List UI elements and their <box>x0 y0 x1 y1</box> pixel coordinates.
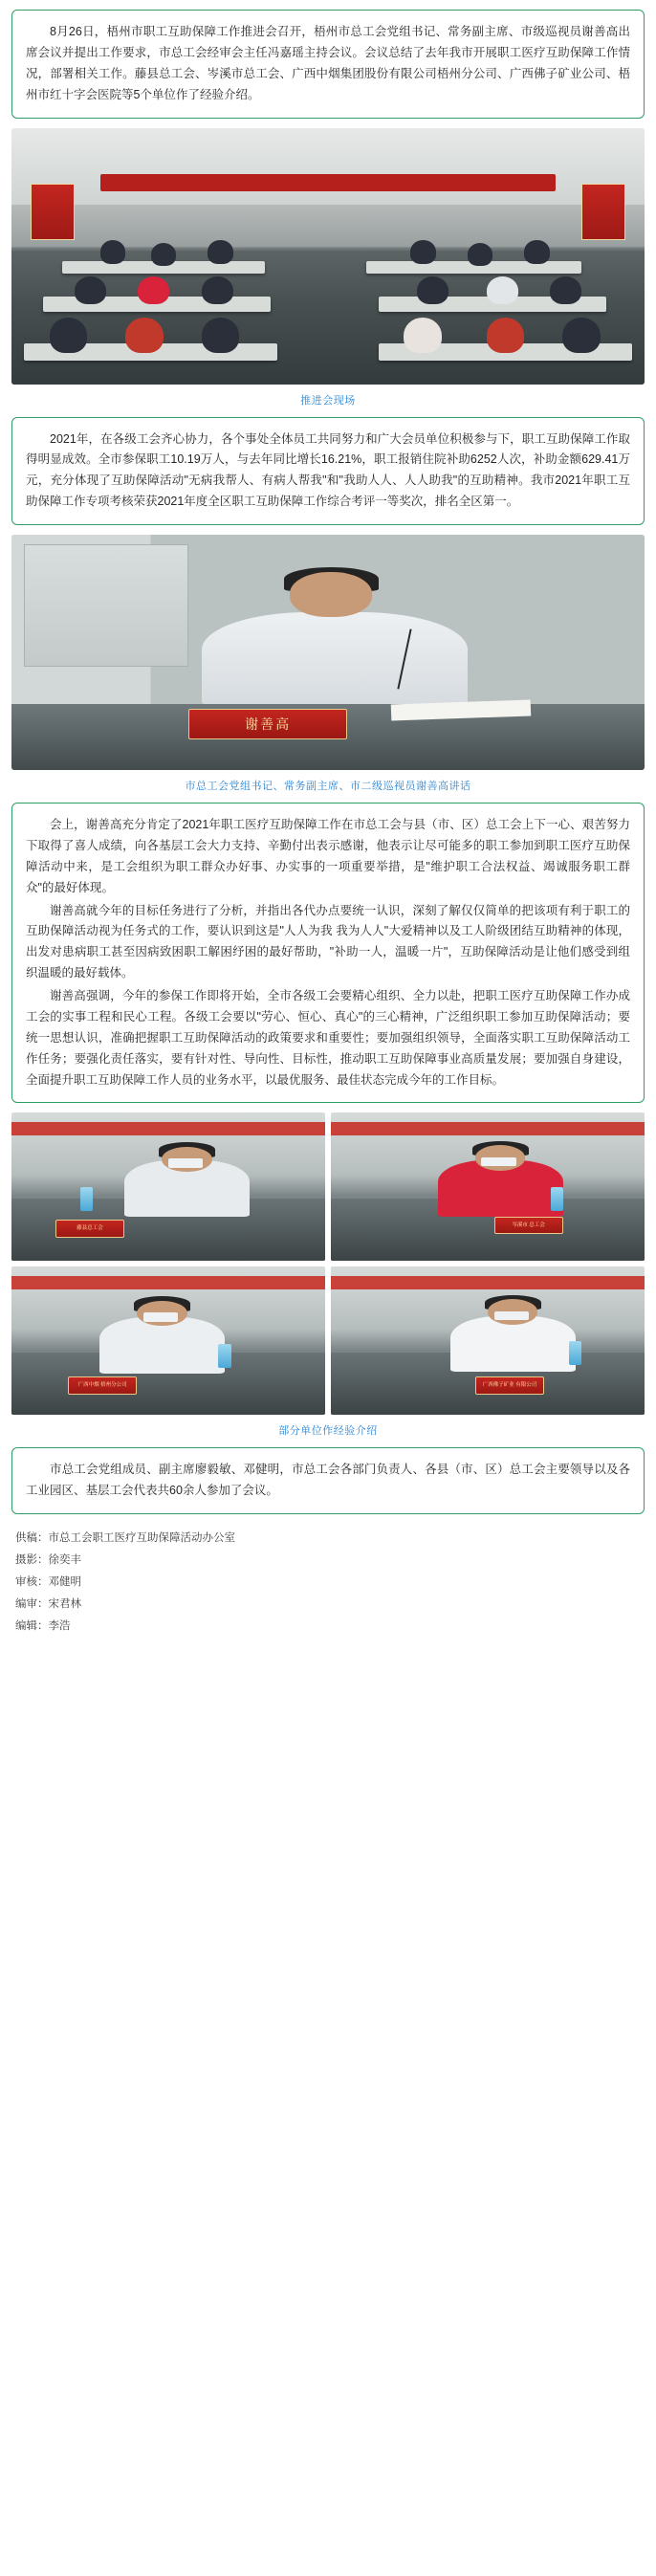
paragraph-speech-3: 谢善高强调，今年的参保工作即将开始，全市各级工会要精心组织、全力以赴，把职工医疗互助保障工作办成工会的实事工程和民心工程。各级工会要以"劳心、恒心、真心"的三心精神，广泛组织职工参加互助保障活动；要统一思想认识，准确把握职工互助保障活动的政策要求和重要性；要加强组织领导，全面落实职工互助保障活动工作任务；要强化责任落实，要有针对性、导向性、目标性，推动职工互助保障事业高质量发展；要加强自身建设，全面提升职工互助保障工作人员的业务水平，以最优服务、最佳状态完成今年的工作目标。 <box>26 989 630 1087</box>
hall-red-panel-right <box>581 184 625 240</box>
grid-photo-4 <box>331 1266 645 1415</box>
photo-banner <box>331 1276 645 1289</box>
credit-reviewer: 审核：邓健明 <box>15 1576 81 1589</box>
paragraph-attendees: 市总工会党组成员、副主席廖毅敏、邓健明，市总工会各部门负责人、各县（市、区）总工会主要领导以及各工业园区、基层工会代表共60余人参加了会议。 <box>26 1463 630 1498</box>
speaker-wall-panel <box>24 544 188 667</box>
speaker-torso <box>202 612 468 706</box>
speaker-face <box>290 572 372 617</box>
credit-photographer: 摄影：徐奕丰 <box>15 1554 81 1567</box>
face-mask <box>143 1312 178 1321</box>
photo-banner <box>11 1276 325 1289</box>
grid-photo-1 <box>11 1112 325 1261</box>
hall-attendee <box>138 276 169 304</box>
credit-contributor: 供稿：市总工会职工医疗互助保障活动办公室 <box>15 1532 235 1545</box>
grid-nameplate-3: 广西中烟 梧州分公司 <box>68 1376 137 1395</box>
hall-red-banner <box>100 174 557 192</box>
paragraph-speech-2: 谢善高就今年的目标任务进行了分析，并指出各代办点要统一认识，深刻了解仅仅简单的把该项有利于职工的互助保障活动视为任务式的工作，要认识到这是"人人为我 我为人人"大爱精神以及工人阶级团结互助精神的体现，出发对患病职工甚至因病致困职工解困纾困的最好帮助，"补助一人，温暖一片"，互助保障活动是让他们感受到组织温暖的最好载体。 <box>26 903 630 980</box>
speaker-nameplate: 谢善高 <box>188 709 347 739</box>
grid-photo-2 <box>331 1112 645 1261</box>
water-bottle <box>551 1187 563 1211</box>
water-bottle <box>80 1187 93 1211</box>
photo-banner <box>11 1122 325 1135</box>
hall-attendee <box>550 276 581 304</box>
paragraph-achievements: 2021年，在各级工会齐心协力，各个事处全体员工共同努力和广大会员单位积极参与下，职工互助保障工作取得明显成效。全市参保职工10.19万人，与去年同比增长16.21%，职工报销住院补助6252人次，补助金额629.41万元，充分体现了互助保障活动"无病我帮人、有病人帮我"和"我助人人、人人助我"的互助精神。我市2021年职工互助保障工作专项考核荣获2021年度全区职工互助保障工作综合考评一等奖次，排名全区第一。 <box>26 431 630 509</box>
grid-nameplate-1: 藤县总工会 <box>55 1220 124 1238</box>
hall-attendee <box>202 276 233 304</box>
face-mask <box>481 1157 515 1166</box>
meeting-hall-photo-wrap <box>11 128 645 407</box>
caption-experience-grid: 部分单位作经验介绍 <box>278 1425 378 1438</box>
hall-attendee <box>125 318 164 354</box>
meeting-hall-photo <box>11 128 645 385</box>
credit-editor: 编辑：李浩 <box>15 1620 71 1633</box>
speaker-photo-wrap <box>11 535 645 793</box>
paragraph-speech-1: 会上，谢善高充分肯定了2021年职工医疗互助保障工作在市总工会与县（市、区）总工会上下一心、艰苦努力下取得了喜人成绩，向各基层工会大力支持、辛勤付出表示感谢，他表示让尽可能多的职工参加到职工医疗互助保障活动中来，是工会组织为职工群众办好事、办实事的一项重要举措，是"维护职工合法权益、竭诚服务职工群众"的最好体现。 <box>26 818 630 894</box>
credits-block <box>15 1528 641 1638</box>
grid-nameplate-2: 岑溪市 总工会 <box>494 1217 563 1235</box>
hall-attendee <box>410 240 435 263</box>
hall-attendee <box>417 276 448 304</box>
experience-photo-grid <box>11 1112 645 1415</box>
hall-attendee <box>468 243 492 266</box>
water-bottle <box>218 1344 230 1368</box>
credit-editor-in-chief: 编审：宋君林 <box>15 1598 81 1611</box>
hall-attendee <box>487 318 525 354</box>
caption-speaker: 市总工会党组书记、常务副主席、市二级巡视员谢善高讲话 <box>185 781 471 792</box>
face-mask <box>494 1311 529 1320</box>
caption-meeting-hall: 推进会现场 <box>300 394 356 407</box>
intro-text-block <box>11 10 645 119</box>
article-page <box>0 10 656 1657</box>
hall-attendee <box>75 276 106 304</box>
hall-attendee <box>208 240 232 263</box>
hall-attendee <box>524 240 549 263</box>
hall-attendee <box>202 318 240 354</box>
water-bottle <box>569 1341 581 1365</box>
speaker-photo <box>11 535 645 770</box>
hall-attendee <box>100 240 125 263</box>
attendees-text-block <box>11 1447 645 1514</box>
hall-attendee <box>50 318 88 354</box>
grid-nameplate-4: 广西佛子矿业 有限公司 <box>475 1376 544 1395</box>
face-mask <box>168 1158 203 1167</box>
grid-photo-3 <box>11 1266 325 1415</box>
hall-attendee <box>487 276 518 304</box>
speech-text-block <box>11 803 645 1103</box>
hall-attendee <box>151 243 176 266</box>
hall-attendee <box>562 318 601 354</box>
hall-back-wall <box>11 128 645 205</box>
hall-attendee <box>404 318 442 354</box>
paragraph-intro: 8月26日，梧州市职工互助保障工作推进会召开，梧州市总工会党组书记、常务副主席、市级巡视员谢善高出席会议并提出工作要求，市总工会经审会主任冯嘉瑶主持会议。会议总结了去年我市开展职工医疗互助保障工作情况，部署相关工作。藤县总工会、岑溪市总工会、广西中烟集团股份有限公司梧州分公司、广西佛子矿业公司、梧州市红十字会医院等5个单位作了经验介绍。 <box>26 25 630 101</box>
hall-red-panel-left <box>31 184 75 240</box>
photo-banner <box>331 1122 645 1135</box>
achievements-text-block <box>11 417 645 526</box>
